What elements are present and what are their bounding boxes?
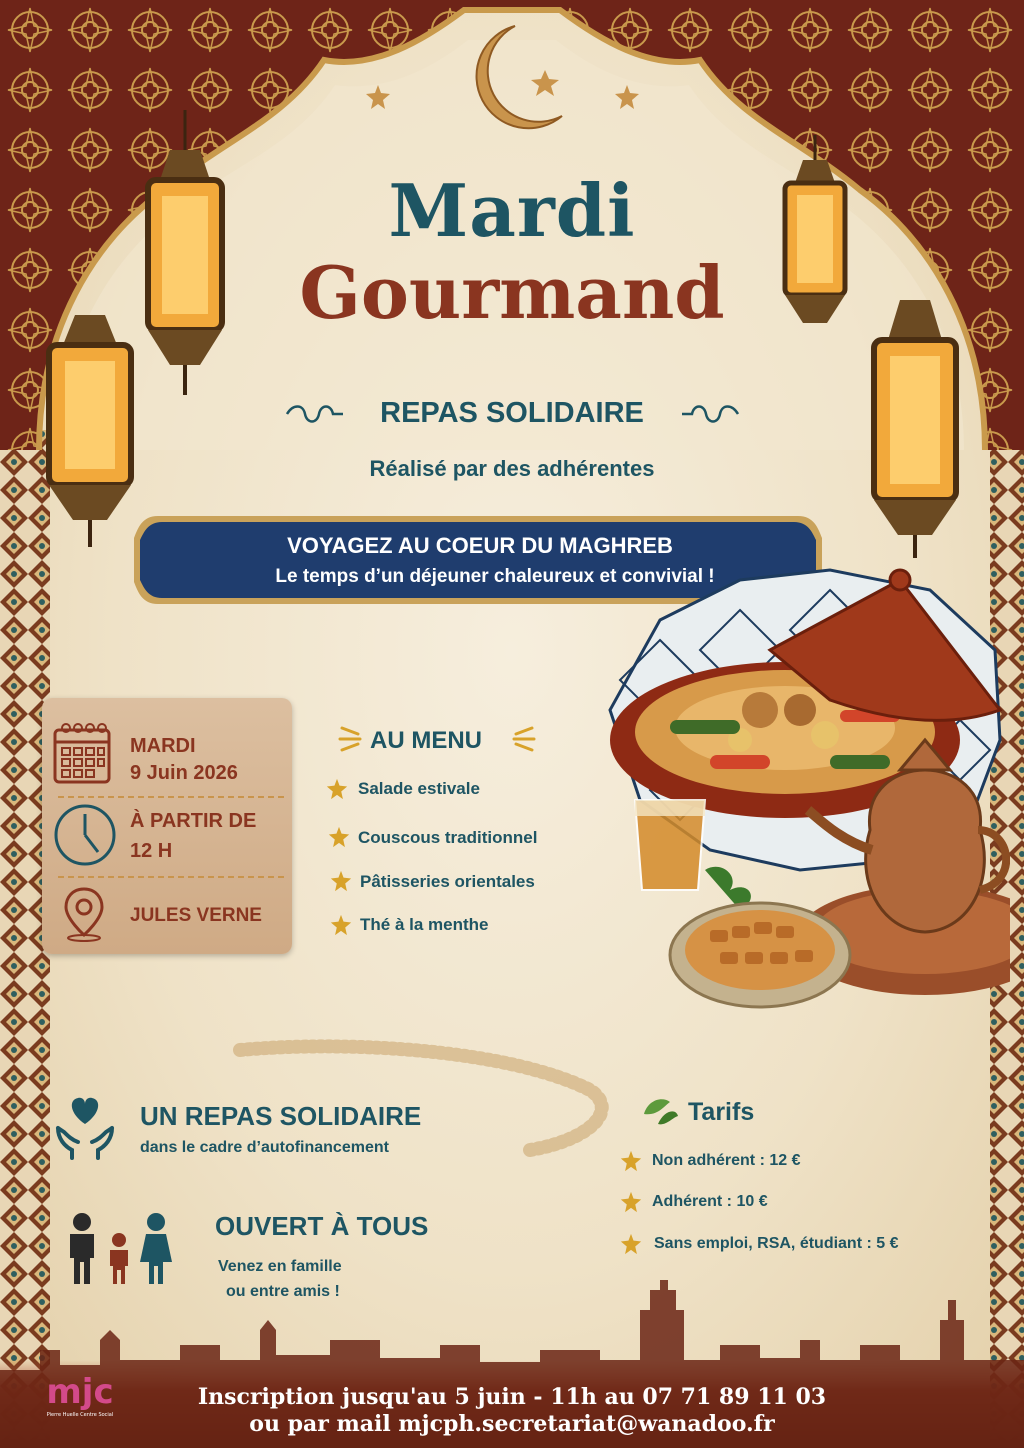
star-icon bbox=[330, 870, 352, 892]
sparkle-right-icon bbox=[508, 724, 536, 754]
open-heading: OUVERT À TOUS bbox=[215, 1211, 429, 1241]
byline: Réalisé par des adhérentes bbox=[369, 456, 655, 481]
menu-item: Salade estivale bbox=[358, 779, 480, 798]
menu-item: Couscous traditionnel bbox=[358, 828, 538, 847]
flourish-right-icon bbox=[680, 402, 740, 426]
star-icon bbox=[620, 1191, 642, 1213]
menu-item: Thé à la menthe bbox=[360, 915, 489, 934]
event-time-line-2: 12 H bbox=[130, 840, 173, 862]
tarif-item: Adhérent : 10 € bbox=[652, 1193, 768, 1210]
tarifs-heading: Tarifs bbox=[688, 1098, 755, 1126]
solidarity-heading: UN REPAS SOLIDAIRE bbox=[140, 1101, 422, 1131]
logo-text: mjc bbox=[46, 1372, 114, 1412]
open-subtext-2: ou entre amis ! bbox=[226, 1283, 340, 1300]
family-icon bbox=[62, 1212, 176, 1286]
sparkle-left-icon bbox=[338, 724, 366, 754]
star-icon bbox=[620, 1150, 642, 1172]
star-icon bbox=[365, 84, 391, 110]
divider bbox=[58, 796, 284, 798]
banner-line-1: VOYAGEZ AU COEUR DU MAGHREB bbox=[287, 533, 673, 558]
crescent-icon bbox=[440, 18, 590, 138]
star-icon bbox=[614, 84, 640, 110]
divider bbox=[58, 876, 284, 878]
tarif-item: Sans emploi, RSA, étudiant : 5 € bbox=[654, 1235, 899, 1252]
clock-icon bbox=[52, 802, 118, 868]
menu-heading: AU MENU bbox=[370, 727, 482, 754]
event-time-line-1: À PARTIR DE bbox=[130, 810, 257, 832]
tarif-item: Non adhérent : 12 € bbox=[652, 1152, 801, 1169]
footer-line-1: Inscription jusqu'au 5 juin - 11h au 07 71 89 11 03 bbox=[197, 1384, 827, 1410]
solidarity-subtext: dans le cadre d’autofinancement bbox=[140, 1139, 389, 1156]
star-icon bbox=[326, 778, 348, 800]
heart-hands-icon bbox=[50, 1092, 120, 1162]
star-icon bbox=[330, 914, 352, 936]
star-icon bbox=[620, 1233, 642, 1255]
footer-line-2: ou par mail mjcph.secretariat@wanadoo.fr bbox=[249, 1411, 775, 1437]
mint-leaf-icon bbox=[640, 1094, 680, 1130]
event-day: MARDI bbox=[130, 735, 196, 757]
star-icon bbox=[328, 826, 350, 848]
title-line-2: Gourmand bbox=[299, 250, 725, 335]
food-illustration bbox=[600, 560, 1010, 1020]
lantern-icon bbox=[860, 300, 970, 560]
location-icon bbox=[62, 885, 106, 943]
menu-item: Pâtisseries orientales bbox=[360, 872, 535, 891]
event-place: JULES VERNE bbox=[130, 905, 262, 926]
open-subtext-1: Venez en famille bbox=[218, 1258, 342, 1275]
logo-tagline: Pierre Huelle Centre Social bbox=[46, 1412, 114, 1418]
calendar-icon bbox=[52, 722, 112, 786]
subtitle: REPAS SOLIDAIRE bbox=[380, 397, 644, 429]
event-date: 9 Juin 2026 bbox=[130, 762, 238, 784]
title-line-1: Mardi bbox=[388, 168, 636, 253]
banner-line-2: Le temps d’un déjeuner chaleureux et convivial ! bbox=[275, 566, 715, 587]
